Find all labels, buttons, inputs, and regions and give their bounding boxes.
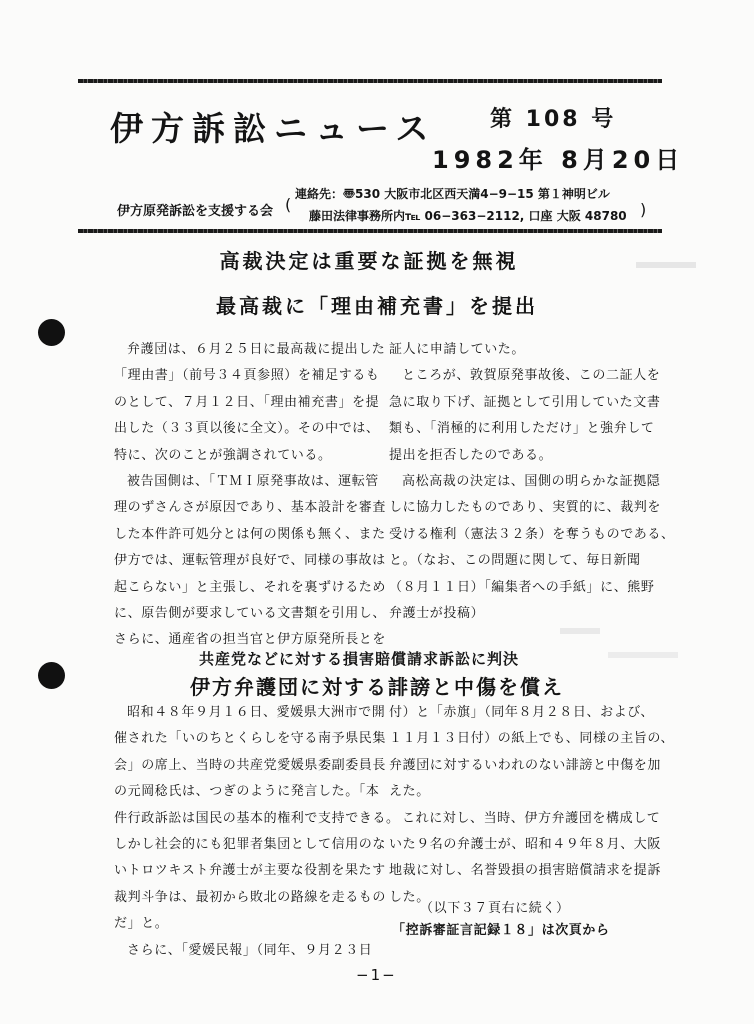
text-line: 特に、次のことが強調されている。: [114, 447, 332, 463]
text-line: しに協力したものであり、実質的に、裁判を: [389, 500, 662, 516]
contact-address: 連絡先：〠530 大阪市北区西天満4−9−15 第１神明ビル: [295, 187, 610, 201]
text-line: さらに、通産省の担当官と伊方原発所長とを: [114, 632, 387, 648]
text-line: 催された「いのちとくらしを守る南予県民集: [114, 731, 387, 747]
binder-hole-icon: [38, 662, 65, 689]
text-line: のとして、７月１２日、「理由補充書」を提: [114, 394, 380, 410]
text-line: 地裁に対し、名誉毀損の損害賠償請求を提訴: [389, 863, 662, 879]
text-line: しかし社会的にも犯罪者集団として信用のな: [114, 837, 387, 853]
contact-office: 藤田法律事務所内℡ 06−363−2112, 口座 大阪 48780: [309, 209, 627, 223]
text-line: 昭和４８年９月１６日、愛媛県大洲市で開: [127, 705, 386, 720]
article1-headline: 高裁決定は重要な証拠を無視: [219, 249, 519, 273]
text-line: えた。: [389, 784, 430, 800]
article2-left-column: [114, 700, 400, 964]
contact-paren-open: (: [285, 195, 292, 214]
association-name: 伊方原発訴訟を支援する会: [117, 204, 274, 219]
text-line: 受ける権利（憲法３２条）を奪うものである、: [389, 526, 675, 542]
text-line: した。: [389, 889, 430, 905]
top-divider: [78, 79, 662, 83]
text-line: 会」の席上、当時の共産党愛媛県委副委員長: [114, 757, 387, 773]
bleed-through-mark: [608, 652, 678, 658]
text-line: の元岡稔氏は、つぎのように発言した。「本: [114, 784, 380, 800]
contact-block: [295, 183, 627, 227]
text-line: 出した（３３頁以後に全文）。その中では、: [114, 421, 380, 437]
page-number: −1−: [356, 966, 397, 984]
text-line: だ」と。: [114, 916, 169, 932]
text-line: 理のずさんさが原因であり、基本設計を審査: [114, 500, 387, 516]
text-line: 伊方では、運転管理が良好で、同様の事故は: [114, 553, 386, 569]
text-line: １１月１３日付）の紙上でも、同様の主旨の、: [389, 731, 675, 747]
text-line: 弁護士が投稿）: [389, 606, 485, 622]
text-line: 急に取り下げ、証拠として引用していた文書: [389, 394, 661, 410]
issue-number: 第 108 号: [490, 107, 617, 132]
continued-note: （以下３７頁右に続く）: [420, 901, 570, 916]
text-line: いトロツキスト弁護士が主要な役割を果たす: [114, 863, 386, 879]
text-line: と。（なお、この問題に関して、毎日新聞: [389, 553, 641, 569]
text-line: 弁護団は、６月２５日に最高裁に提出した: [127, 342, 386, 357]
text-line: ところが、敦賀原発事故後、この二証人を: [402, 368, 661, 384]
text-line: 起こらない」と主張し、それを裏ずけるため: [114, 579, 387, 595]
text-line: 弁護団に対するいわれのない誹謗と中傷を加: [389, 757, 662, 773]
article1-right-column: [389, 337, 675, 627]
text-line: 「理由書」（前号３４頁参照）を補足するも: [114, 368, 380, 384]
text-line: 被告国側は、「ＴＭＩ原発事故は、運転管: [127, 474, 379, 490]
article2-kicker: 共産党などに対する損害賠償請求訴訟に判決: [198, 650, 519, 668]
bleed-through-mark: [560, 628, 600, 634]
newsletter-title: 伊方訴訟ニュース: [110, 109, 437, 148]
contact-paren-close: ): [640, 200, 647, 219]
bleed-through-mark: [636, 262, 696, 268]
text-line: した本件許可処分とは何の関係も無く、また: [114, 526, 386, 542]
text-line: 裁判斗争は、最初から敗北の路線を走るもの: [114, 889, 387, 905]
text-line: 証人に申請していた。: [389, 342, 526, 357]
text-line: 付）と「赤旗」（同年８月２８日、および、: [389, 705, 654, 720]
text-line: （８月１１日）「編集者への手紙」に、熊野: [389, 579, 655, 595]
issue-date: 1982年 8月20日: [432, 146, 685, 174]
text-line: 件行政訴訟は国民の基本的権利で支持できる。: [114, 810, 400, 826]
text-line: これに対し、当時、伊方弁護団を構成して: [402, 810, 661, 826]
article2-headline: 伊方弁護団に対する誹謗と中傷を償え: [190, 675, 564, 699]
text-line: 高松高裁の決定は、国側の明らかな証拠隠: [402, 474, 661, 490]
next-page-note: 「控訴審証言記録１８」は次頁から: [392, 923, 610, 938]
text-line: 類も、「消極的に利用しただけ」と強弁して: [389, 421, 655, 437]
text-line: さらに、「愛媛民報」（同年、９月２３日: [127, 942, 373, 958]
text-line: いた９名の弁護士が、昭和４９年８月、大阪: [389, 837, 662, 853]
binder-hole-icon: [38, 319, 65, 346]
article2-right-column: [389, 700, 674, 911]
text-line: に、原告側が要求している文書類を引用し、: [114, 606, 387, 622]
article1-subhead: 最高裁に「理由補充書」を提出: [216, 294, 538, 318]
article1-left-column: [114, 337, 386, 654]
text-line: 提出を拒否したのである。: [389, 447, 553, 463]
header-divider: [78, 229, 662, 233]
